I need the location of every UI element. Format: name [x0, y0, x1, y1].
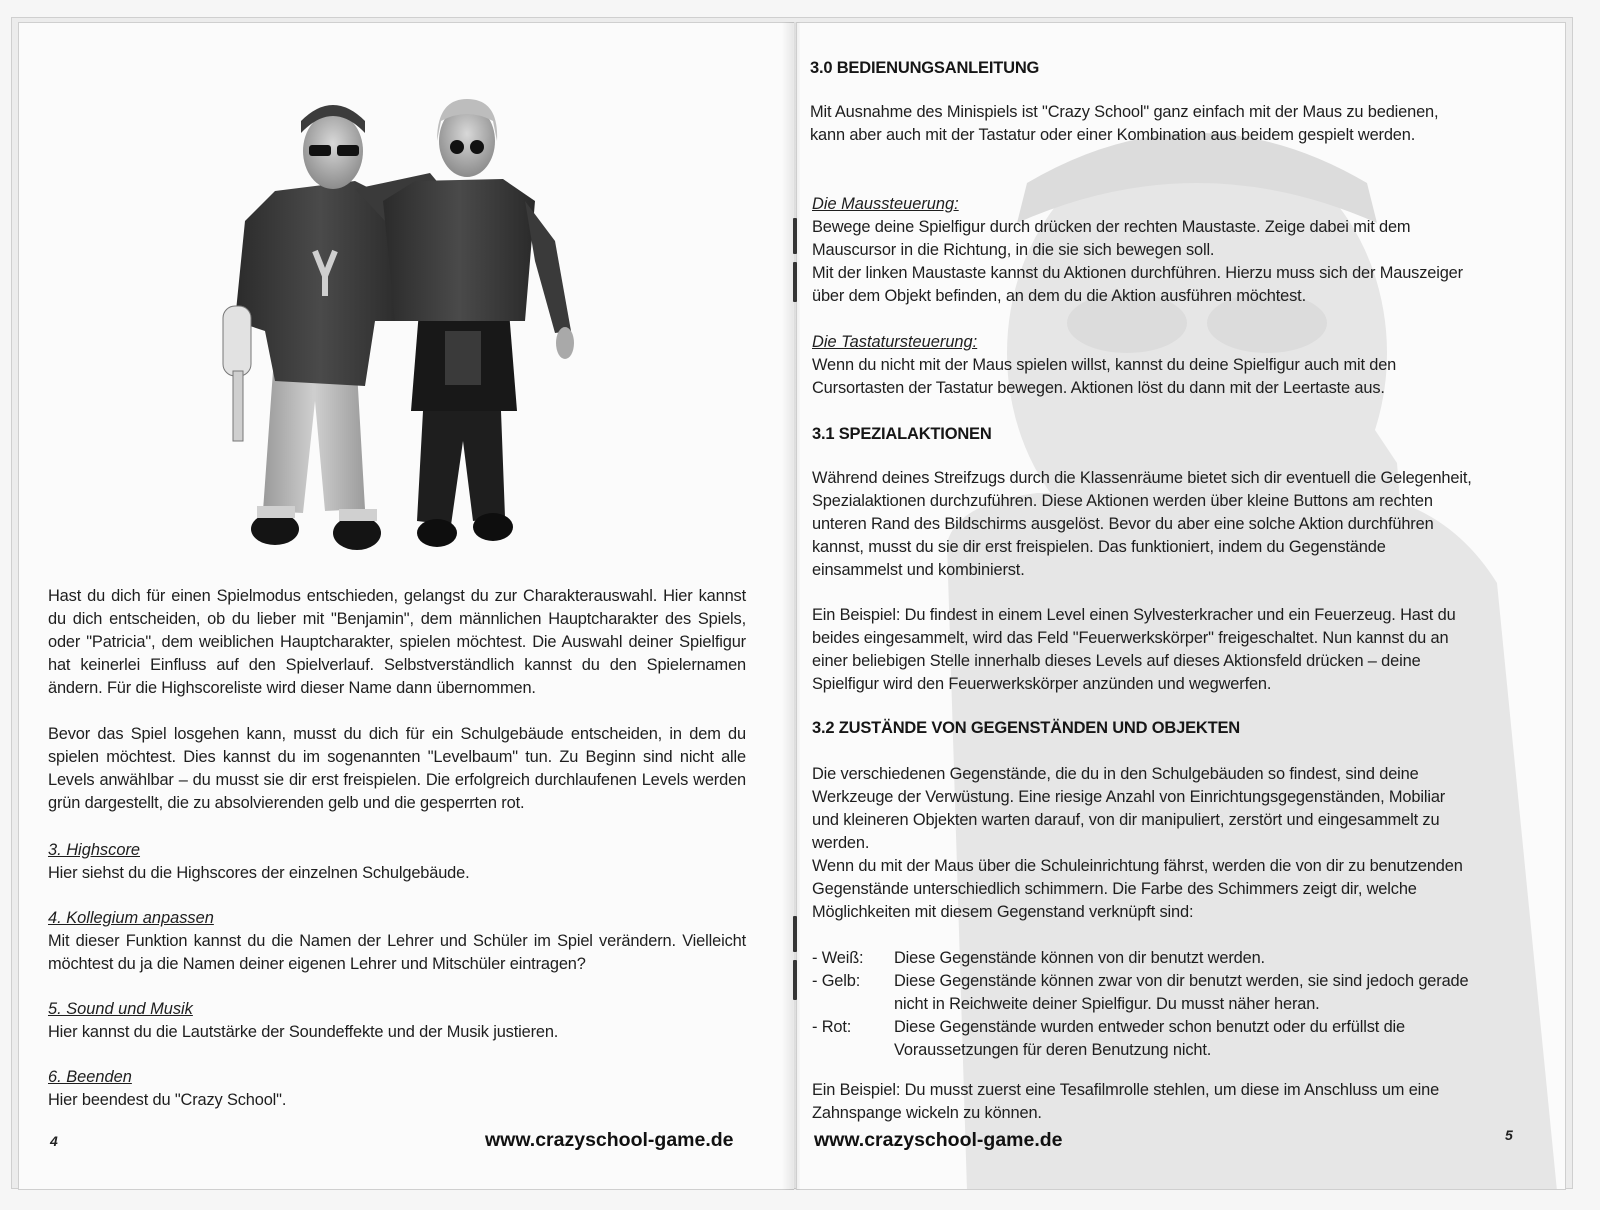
patricia-figure [383, 99, 574, 547]
color-legend [812, 947, 1492, 1062]
heading-zustaende: 3.2 ZUSTÄNDE VON GEGENSTÄNDEN UND OBJEKTEN [812, 719, 1240, 737]
staple-top-a [793, 218, 797, 254]
states-text-2: Wenn du mit der Maus über die Schuleinrichtung fährst, werden die von dir zu benutzenden Gegenstände unterschiedlich schimmern. Die Farbe des Schimmers zeigt dir, welche Möglichkeiten mit diesem Gegenstand verknüpft sind: [812, 857, 1463, 921]
page-number: 4 [50, 1133, 58, 1149]
mouse-control-text-2: Mit der linken Maustaste kannst du Aktionen durchführen. Hierzu muss sich der Mauszeiger über dem Objekt befinden, an dem du die Aktion ausführen möchtest. [812, 264, 1463, 305]
menu-sections [48, 839, 746, 1112]
example-text: Ein Beispiel: Du musst zuerst eine Tesafilmrolle stehlen, um diese im Anschluss um eine Zahnspange wickeln zu können. [812, 1081, 1440, 1122]
mouse-control-text-1: Bewege deine Spielfigur durch drücken der rechten Maustaste. Zeige dabei mit dem Mauscursor in die Richtung, in die sie sich bewegen soll. [812, 218, 1411, 259]
mouse-control-title: Die Maussteuerung: [812, 195, 959, 213]
section-beenden [48, 1066, 746, 1112]
intro-paragraph: Mit Ausnahme des Minispiels ist "Crazy School" ganz einfach mit der Maus zu bedienen, kann aber auch mit der Tastatur oder einer Kombination aus beidem gespielt werden. [810, 103, 1439, 144]
color-description: Diese Gegenstände können von dir benutzt werden. [894, 949, 1265, 967]
footer-url: www.crazyschool-game.de [814, 1129, 1063, 1151]
section-text: Mit dieser Funktion kannst du die Namen der Lehrer und Schüler im Spiel verändern. Vielleicht möchtest du ja die Namen deiner eigenen Lehrer und Mitschüler eintragen? [48, 932, 746, 973]
section-text: Hier kannst du die Lautstärke der Soundeffekte und der Musik justieren. [48, 1023, 559, 1041]
heading-bedienungsanleitung: 3.0 BEDIENUNGSANLEITUNG [810, 59, 1040, 77]
heading-spezialaktionen: 3.1 SPEZIALAKTIONEN [812, 425, 992, 443]
section-title: 6. Beenden [48, 1068, 132, 1086]
keyboard-control-title: Die Tastatursteuerung: [812, 333, 978, 351]
color-description: Diese Gegenstände wurden entweder schon benutzt oder du erfüllst die Voraussetzungen für deren Benutzung nicht. [894, 1018, 1405, 1059]
staple-top-b [793, 262, 797, 302]
level-tree-paragraph: Bevor das Spiel losgehen kann, musst du dich für ein Schulgebäude entscheiden, in dem du spielen möchtest. Dies kannst du im sogenannten "Levelbaum" tun. Zu Beginn sind nicht alle Levels anwählbar – du musst sie dir erst freispielen. Die erfolgreich durchlaufenen Levels werden grün dargestellt, die zu absolvierenden gelb und die gesperrten rot. [48, 725, 746, 812]
page-5 [796, 22, 1566, 1190]
color-label: - Rot: [812, 1018, 852, 1036]
section-title: 3. Highscore [48, 841, 141, 859]
section-title: 5. Sound und Musik [48, 1000, 193, 1018]
benjamin-figure [223, 105, 445, 550]
color-row-white [812, 947, 1492, 970]
color-row-yellow [812, 970, 1492, 1016]
color-label: - Weiß: [812, 949, 864, 967]
states-text-1: Die verschiedenen Gegenstände, die du in den Schulgebäuden so findest, sind deine Werkzeuge der Verwüstung. Eine riesige Anzahl von Einrichtungsgegenständen, Mobiliar und kleineren Objekten warten darauf, von dir manipuliert, zerstört und eingesammelt zu werden. [812, 765, 1446, 852]
special-actions-text-2: Ein Beispiel: Du findest in einem Level einen Sylvesterkracher und ein Feuerzeug. Hast du beides eingesammelt, wird das Feld "Feuerwerkskörper" freigeschaltet. Nun kannst du an einer beliebigen Stelle innerhalb dieses Levels auf dieses Aktionsfeld drücken – deine Spielfigur wird den Feuerwerkskörper anzünden und wegwerfen. [812, 606, 1456, 693]
page-number: 5 [1505, 1127, 1513, 1143]
staple-bottom-b [793, 960, 797, 1000]
section-kollegium [48, 907, 746, 976]
footer-url: www.crazyschool-game.de [485, 1129, 734, 1151]
section-sound [48, 998, 746, 1044]
keyboard-control-text: Wenn du nicht mit der Maus spielen willst, kannst du deine Spielfigur auch mit den Cursortasten der Tastatur bewegen. Aktionen löst du dann mit der Leertaste aus. [812, 356, 1397, 397]
staple-bottom-a [793, 916, 797, 952]
section-highscore [48, 839, 746, 885]
color-description: Diese Gegenstände können zwar von dir benutzt werden, sie sind jedoch gerade nicht in Reichweite deiner Spielfigur. Du musst näher heran. [894, 972, 1469, 1013]
color-label: - Gelb: [812, 972, 861, 990]
characters-illustration [205, 81, 585, 561]
section-text: Hier beendest du "Crazy School". [48, 1091, 287, 1109]
section-title: 4. Kollegium anpassen [48, 909, 214, 927]
section-text: Hier siehst du die Highscores der einzelnen Schulgebäude. [48, 864, 470, 882]
color-row-red [812, 1016, 1492, 1062]
page-4 [18, 22, 794, 1190]
special-actions-text-1: Während deines Streifzugs durch die Klassenräume bietet sich dir eventuell die Gelegenheit, Spezialaktionen durchzuführen. Diese Aktionen werden über kleine Buttons am rechten unteren Rand des Bildschirms ausgelöst. Bevor du aber eine solche Aktion durchführen kannst, musst du sie dir erst freispielen. Das funktioniert, indem du Gegenstände einsammelst und kombinierst. [812, 469, 1472, 579]
character-selection-paragraph: Hast du dich für einen Spielmodus entschieden, gelangst du zur Charakterauswahl. Hier kannst du dich entscheiden, ob du lieber mit "Benjamin", dem männlichen Hauptcharakter des Spiels, oder "Patricia", dem weiblichen Hauptcharakter, spielen möchtest. Die Auswahl deiner Spielfigur hat keinerlei Einfluss auf den Spielverlauf. Selbstverständlich kannst du den Spielernamen ändern. Für die Highscoreliste wird dieser Name dann übernommen. [48, 587, 746, 697]
